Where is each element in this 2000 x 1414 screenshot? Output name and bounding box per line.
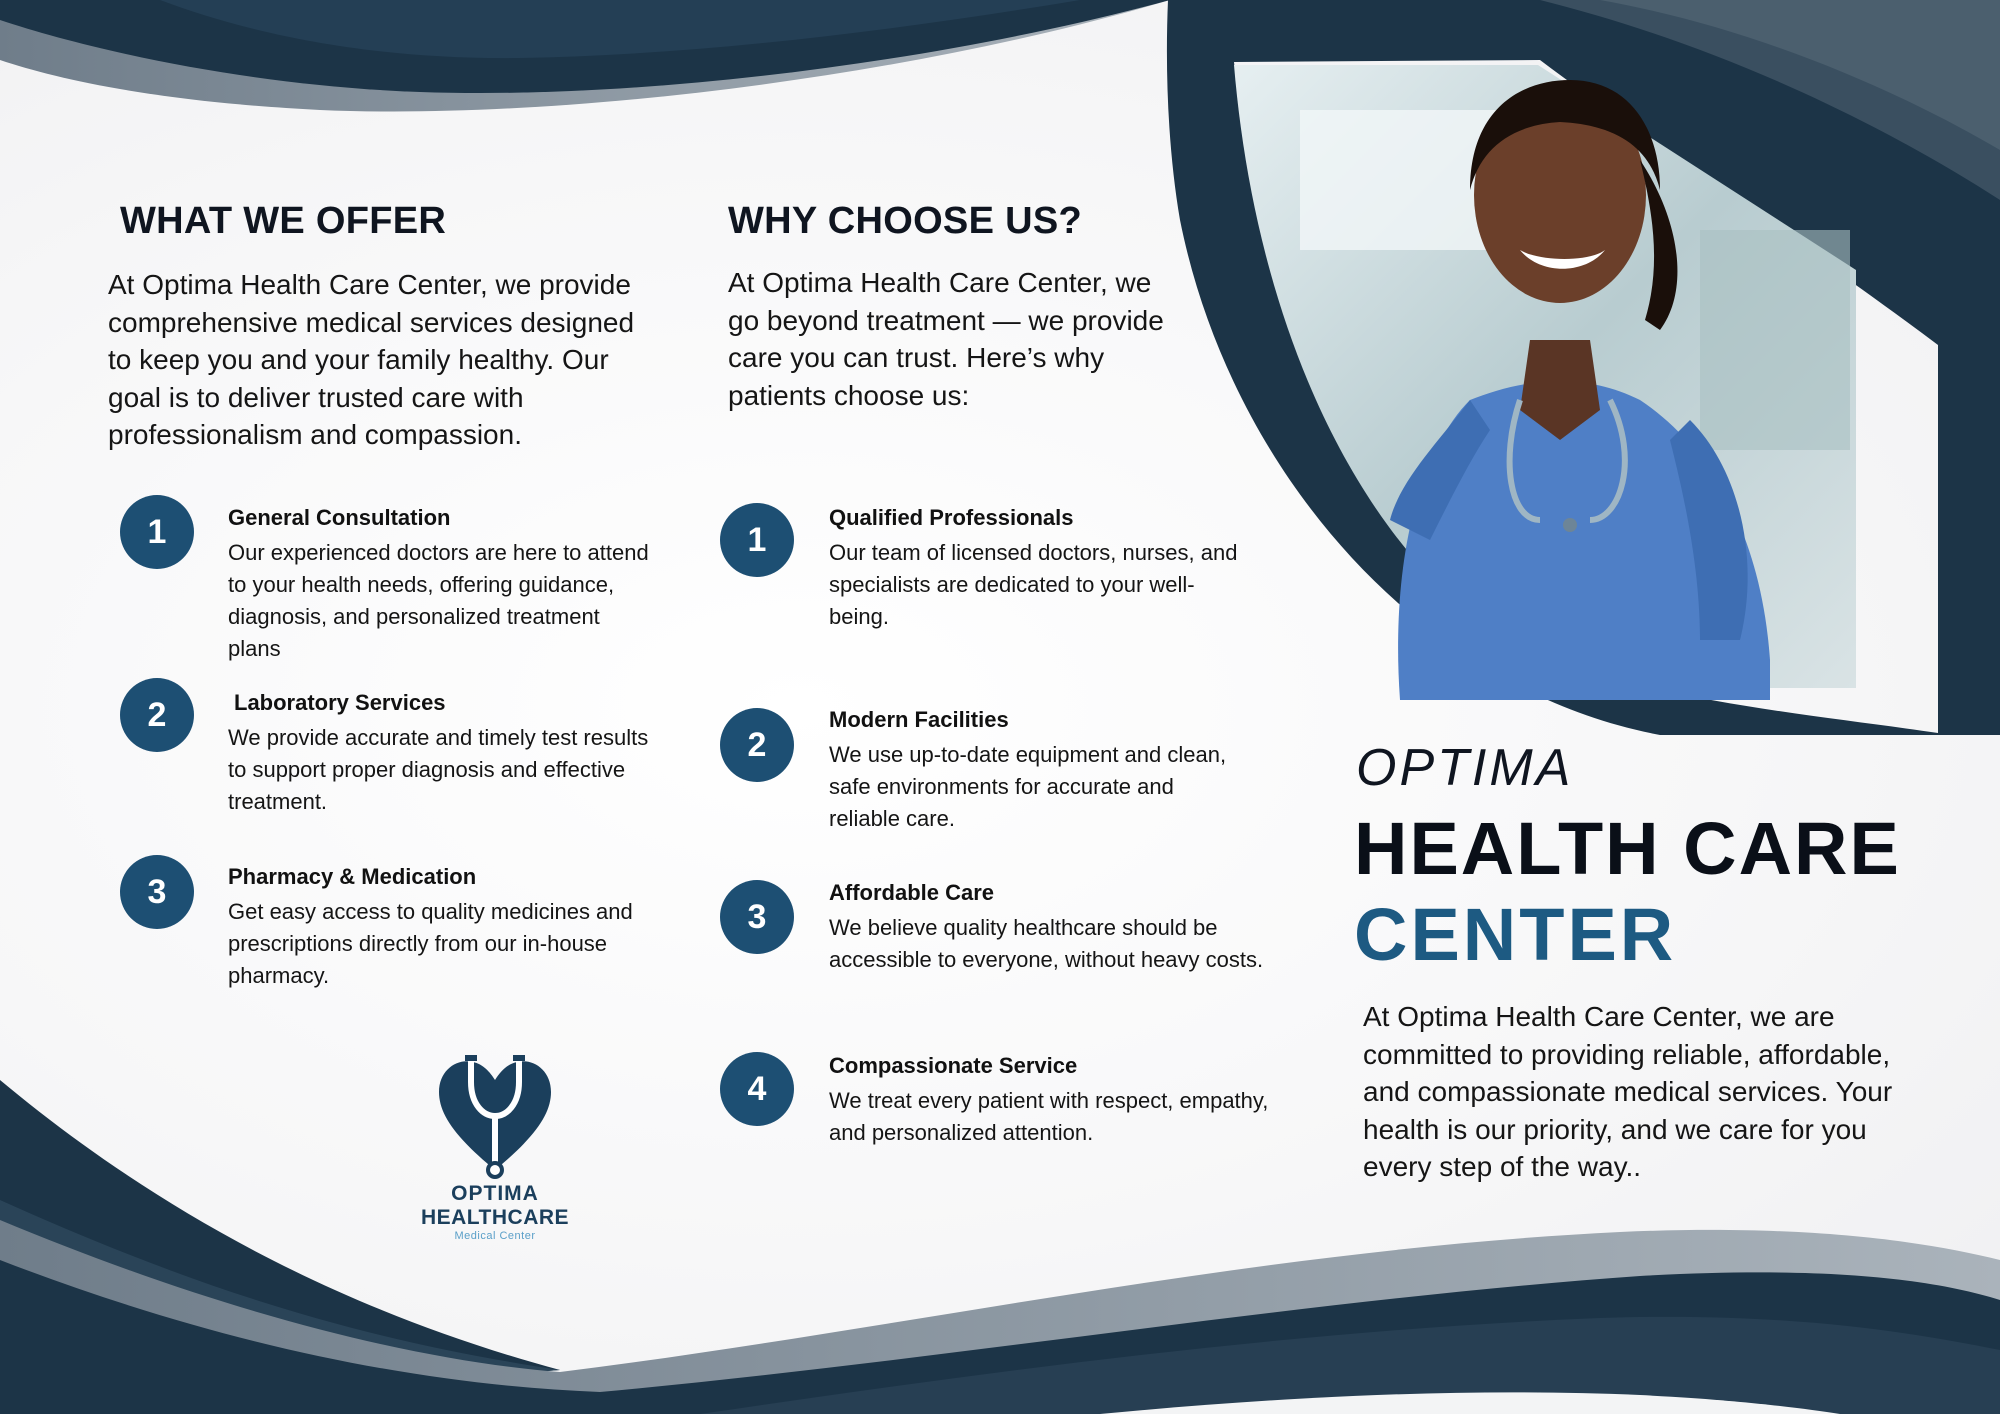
item-desc: Our team of licensed doctors, nurses, and specialists are dedicated to your well-being. [829,540,1238,629]
item-desc: Get easy access to quality medicines and prescriptions directly from our in-house pharmacy. [228,899,633,988]
item-title: Affordable Care [829,880,995,905]
logo [410,1052,580,1242]
logo-text-optima: OPTIMA [451,1182,539,1205]
brand-optima: OPTIMA [1356,739,1574,797]
number-badge: 4 [720,1052,794,1126]
item-desc: We use up-to-date equipment and clean, safe environments for accurate and reliable care. [829,742,1227,831]
number-badge: 3 [720,880,794,954]
item-title: Laboratory Services [234,690,446,715]
item-desc: We provide accurate and timely test results to support proper diagnosis and effective treatment. [228,725,649,814]
why-title: WHY CHOOSE US? [728,200,1082,242]
item-title: Compassionate Service [829,1053,1078,1078]
number-badge: 2 [120,678,194,752]
number-badge: 1 [120,495,194,569]
number-badge: 3 [120,855,194,929]
item-desc: Our experienced doctors are here to attend to your health needs, offering guidance, diagnosis, and personalized treatment plans [228,540,649,661]
logo-text-medical-center: Medical Center [454,1230,536,1242]
brand-health-care: HEALTH CARE [1354,807,1901,890]
offer-title: WHAT WE OFFER [120,200,447,242]
item-title: Modern Facilities [829,707,1009,732]
item-desc: We treat every patient with respect, empathy, and personalized attention. [829,1088,1269,1145]
offer-intro: At Optima Health Care Center, we provide comprehensive medical services designed to keep you and your family healthy. Our goal is to deliver trusted care with professionalism and compassion. [108,269,635,450]
item-title: Qualified Professionals [829,505,1074,530]
brand-center: CENTER [1354,893,1677,976]
heart-stethoscope-icon [435,1052,555,1182]
item-title: Pharmacy & Medication [228,864,477,889]
item-desc: We believe quality healthcare should be accessible to everyone, without heavy costs. [829,915,1264,972]
number-badge: 2 [720,708,794,782]
number-badge: 1 [720,503,794,577]
why-intro: At Optima Health Care Center, we go beyond treatment — we provide care you can trust. Here’s why patients choose us: [728,267,1164,411]
logo-text-healthcare: HEALTHCARE [420,1206,570,1229]
item-title: General Consultation [228,505,451,530]
cover-text: At Optima Health Care Center, we are committed to providing reliable, affordable, and compassionate medical services. Your health is our priority, and we care for you every step of the way.. [1363,1001,1893,1182]
